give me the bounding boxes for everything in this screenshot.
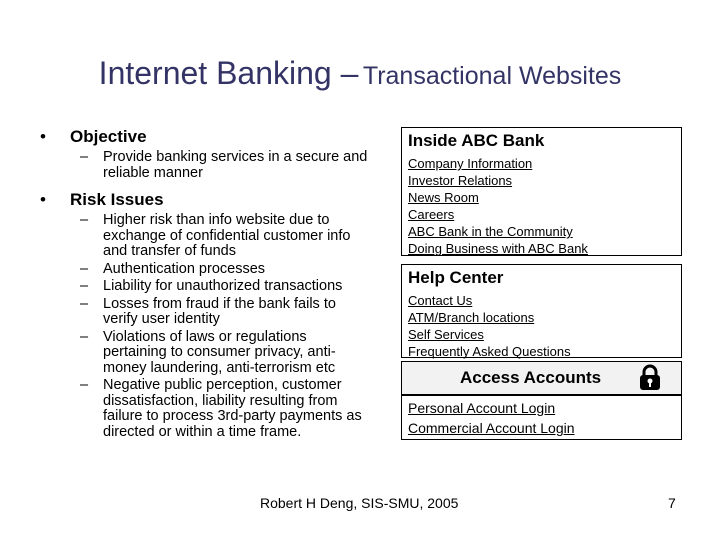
panel-heading: Inside ABC Bank xyxy=(408,131,545,150)
sub-bullet-text: Provide banking services in a secure and reliable manner xyxy=(103,149,368,181)
link-news-room[interactable]: News Room xyxy=(408,190,479,205)
slide-title xyxy=(0,55,720,92)
link-company-information[interactable]: Company Information xyxy=(408,156,533,171)
link-list xyxy=(408,396,681,438)
sub-bullet: – Authentication processes xyxy=(80,260,266,277)
link-list xyxy=(408,155,681,257)
help-center-panel xyxy=(401,264,682,358)
sub-bullet-text: Losses from fraud if the bank fails to verify user identity xyxy=(103,295,336,327)
sub-bullet: – Negative public perception, customer dissatisfaction, liability resulting from failure to process 3rd-party payments as directed or within a time frame. xyxy=(80,377,362,440)
link-atm-branch[interactable]: ATM/Branch locations xyxy=(408,310,535,325)
title-sub: Transactional Websites xyxy=(362,62,622,90)
link-commercial-login[interactable]: Commercial Account Login xyxy=(408,420,575,436)
page-number: 7 xyxy=(668,495,676,511)
link-self-services[interactable]: Self Services xyxy=(408,327,484,342)
sub-bullet: – Liability for unauthorized transactions xyxy=(80,278,343,294)
sub-bullet-text: Authentication processes xyxy=(103,260,266,277)
bullet-dot: • xyxy=(40,190,46,209)
link-personal-login[interactable]: Personal Account Login xyxy=(408,400,556,416)
sub-bullet: – Violations of laws or regulations pertaining to consumer privacy, anti-money laundering, anti-terrorism etc xyxy=(80,328,336,376)
lock-icon xyxy=(637,364,663,397)
link-contact-us[interactable]: Contact Us xyxy=(408,293,473,308)
access-accounts-header xyxy=(401,361,682,395)
sub-bullet: – Provide banking services in a secure and reliable manner xyxy=(80,149,368,181)
sub-bullet: – Higher risk than info website due to exchange of confidential customer info and transfer of funds xyxy=(80,212,351,259)
sub-bullet-text: Higher risk than info website due to exchange of confidential customer info and transfer of funds xyxy=(103,212,351,259)
link-doing-business[interactable]: Doing Business with ABC Bank xyxy=(408,241,588,256)
bullet-list xyxy=(40,126,370,440)
link-investor-relations[interactable]: Investor Relations xyxy=(408,173,513,188)
link-faq[interactable]: Frequently Asked Questions xyxy=(408,344,571,359)
panel-heading: Help Center xyxy=(408,268,504,287)
inside-abc-bank-panel xyxy=(401,127,682,256)
bullet-dot: • xyxy=(40,127,46,146)
title-main: Internet Banking – xyxy=(98,55,359,91)
sub-bullet-text: Violations of laws or regulations pertaining to consumer privacy, anti-money laundering, anti-terrorism etc xyxy=(103,328,336,376)
sub-bullet-text: Liability for unauthorized transactions xyxy=(103,278,343,294)
link-community[interactable]: ABC Bank in the Community xyxy=(408,224,573,239)
sub-bullet: – Losses from fraud if the bank fails to verify user identity xyxy=(80,295,336,327)
bullet-risk-issues xyxy=(40,189,370,211)
bullet-label: Risk Issues xyxy=(70,190,164,209)
sub-bullet-text: Negative public perception, customer dissatisfaction, liability resulting from failure to process 3rd-party payments as directed or within a time frame. xyxy=(103,377,362,440)
footer-text: Robert H Deng, SIS-SMU, 2005 xyxy=(260,495,459,511)
link-careers[interactable]: Careers xyxy=(408,207,455,222)
bullet-label: Objective xyxy=(70,127,147,146)
link-list xyxy=(408,292,681,360)
panel-heading: Access Accounts xyxy=(460,368,602,387)
bullet-objective xyxy=(40,126,370,148)
access-accounts-panel xyxy=(401,395,682,440)
